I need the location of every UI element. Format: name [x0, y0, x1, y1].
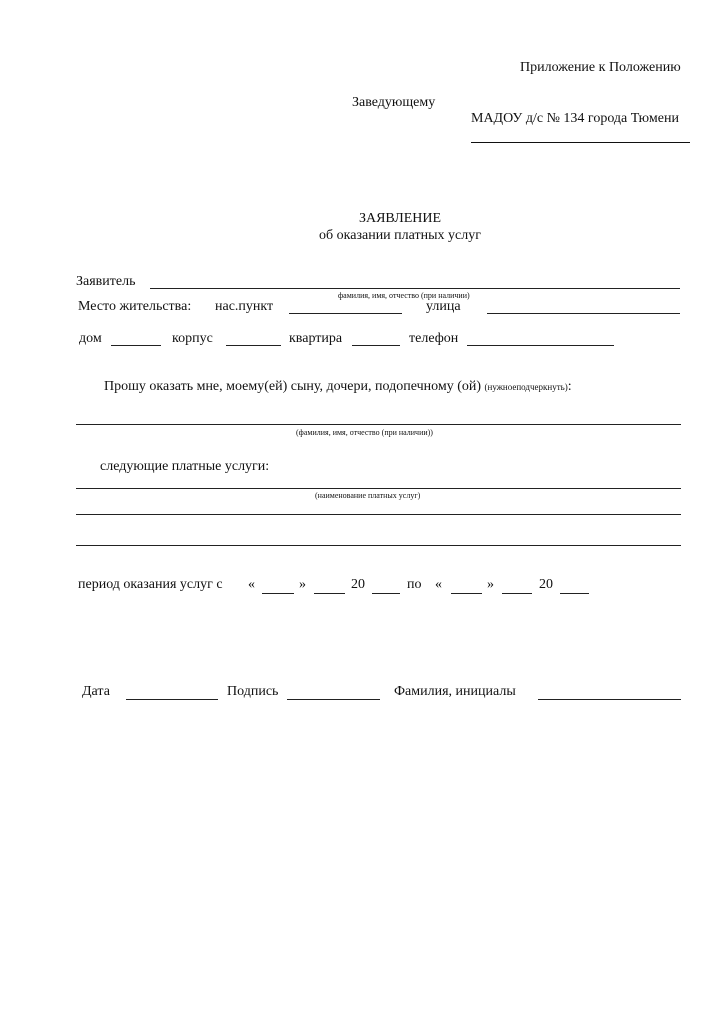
house-label: дом — [79, 331, 102, 346]
period-label: период оказания услуг с — [78, 577, 223, 592]
signature-field[interactable] — [287, 699, 380, 700]
institution-line — [471, 142, 690, 143]
to-year-field[interactable] — [560, 593, 589, 594]
street-label: улица — [426, 299, 461, 314]
building-label: корпус — [172, 331, 213, 346]
residence-label: Место жительства: — [78, 299, 192, 314]
institution-name: МАДОУ д/с № 134 города Тюмени — [471, 111, 679, 126]
applicant-field[interactable] — [150, 288, 680, 289]
services-label: следующие платные услуги: — [100, 459, 270, 474]
to-quote-close: » — [487, 577, 494, 592]
from-year-prefix: 20 — [351, 577, 365, 592]
apartment-field[interactable] — [352, 345, 400, 346]
document-subtitle: об оказании платных услуг — [319, 228, 481, 243]
addressee-label: Заведующему — [352, 95, 436, 110]
fullname-field[interactable] — [538, 699, 681, 700]
from-quote-open: « — [248, 577, 255, 592]
phone-field[interactable] — [467, 345, 614, 346]
services-caption: (наименование платных услуг) — [315, 491, 421, 500]
settlement-label: нас.пункт — [215, 299, 274, 314]
to-quote-open: « — [435, 577, 442, 592]
applicant-label: Заявитель — [76, 274, 136, 289]
signature-label: Подпись — [227, 684, 279, 699]
services-field-3[interactable] — [76, 545, 681, 546]
to-month-field[interactable] — [502, 593, 532, 594]
applicant-caption: фамилия, имя, отчество (при наличии) — [338, 291, 470, 300]
date-label: Дата — [82, 684, 110, 699]
from-month-field[interactable] — [314, 593, 345, 594]
request-main: Прошу оказать мне, моему(ей) сыну, дочери, подопечному (ой) — [104, 379, 482, 394]
from-year-field[interactable] — [372, 593, 400, 594]
request-colon: : — [567, 379, 572, 394]
request-text — [104, 379, 572, 395]
from-day-field[interactable] — [262, 593, 294, 594]
house-field[interactable] — [111, 345, 161, 346]
apartment-label: квартира — [289, 331, 343, 346]
date-field[interactable] — [126, 699, 218, 700]
building-field[interactable] — [226, 345, 281, 346]
request-note: (нужноеподчеркнуть) — [484, 382, 568, 392]
to-label: по — [407, 577, 422, 592]
services-field-1[interactable] — [76, 488, 681, 489]
services-field-2[interactable] — [76, 514, 681, 515]
settlement-field[interactable] — [289, 313, 402, 314]
to-day-field[interactable] — [451, 593, 482, 594]
child-name-field[interactable] — [76, 424, 681, 425]
to-year-prefix: 20 — [539, 577, 553, 592]
child-name-caption: (фамилия, имя, отчество (при наличии)) — [296, 428, 433, 437]
from-quote-close: » — [299, 577, 306, 592]
street-field[interactable] — [487, 313, 680, 314]
appendix-note: Приложение к Положению — [520, 60, 681, 75]
document-title: ЗАЯВЛЕНИЕ — [358, 211, 442, 226]
fullname-label: Фамилия, инициалы — [394, 684, 516, 699]
phone-label: телефон — [409, 331, 459, 346]
